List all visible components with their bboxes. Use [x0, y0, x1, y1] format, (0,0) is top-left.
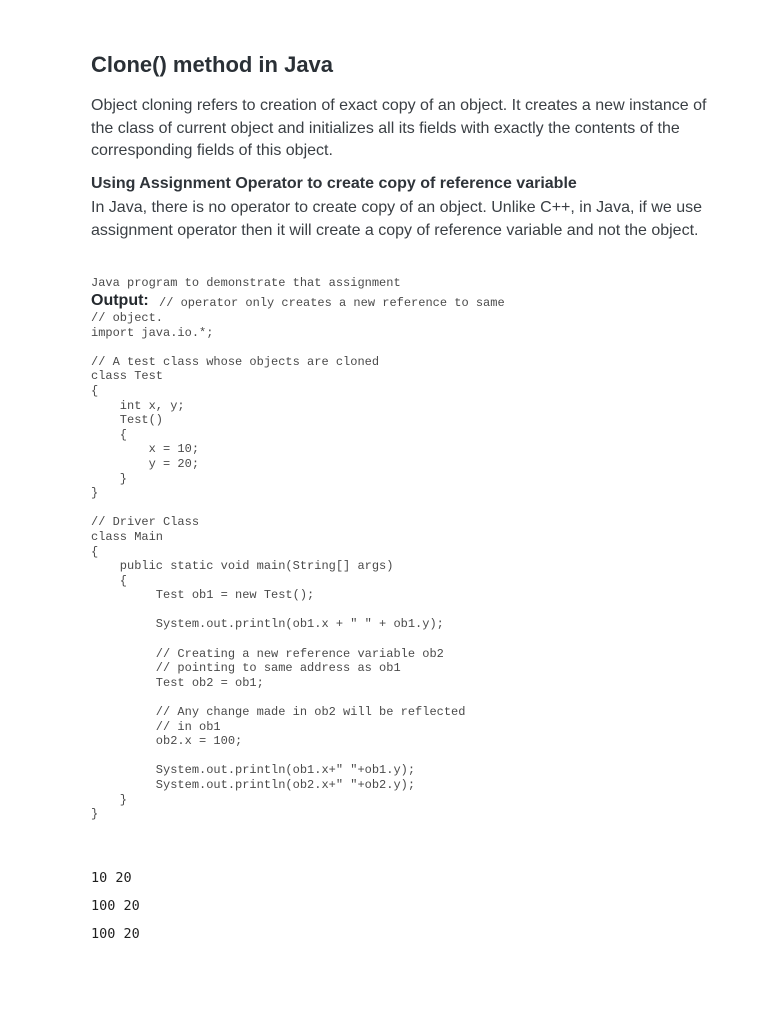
output-line: 100 20	[91, 926, 140, 942]
output-line: 10 20	[91, 870, 132, 886]
intro-paragraph: Object cloning refers to creation of exact copy of an object. It creates a new instance of the class of current object and initializes all its fields with exactly the contents of the corresponding fields of this object.	[91, 97, 707, 159]
output-line: 100 20	[91, 898, 140, 914]
program-output	[91, 864, 140, 948]
page-title: Clone() method in Java	[91, 52, 334, 77]
section-heading: Using Assignment Operator to create copy of reference variable	[91, 175, 577, 192]
code-block: // object. import java.io.*; // A test class whose objects are cloned class Test { int x, y; Test() { x = 10; y = 20; } } // Driver Class class Main { public static void main(String[] args) { Test ob1 = new Test(); System.out.println(ob1.x + " " + ob1.y); // Creating a new reference variable ob2 // pointing to same address as ob1 Test ob2 = ob1; // Any change made in ob2 will be reflected // in ob1 ob2.x = 100; System.out.println(ob1.x+" "+ob1.y); System.out.println(ob2.x+" "+ob2.y); } }	[91, 311, 466, 822]
section-paragraph: In Java, there is no operator to create copy of an object. Unlike C++, in Java, if we use assignment operator then it will create a copy of reference variable and not the object.	[91, 199, 702, 239]
code-first-line: Java program to demonstrate that assignment	[91, 276, 401, 290]
code-second-line: // operator only creates a new reference to same	[159, 296, 505, 310]
output-label: Output:	[91, 292, 149, 309]
